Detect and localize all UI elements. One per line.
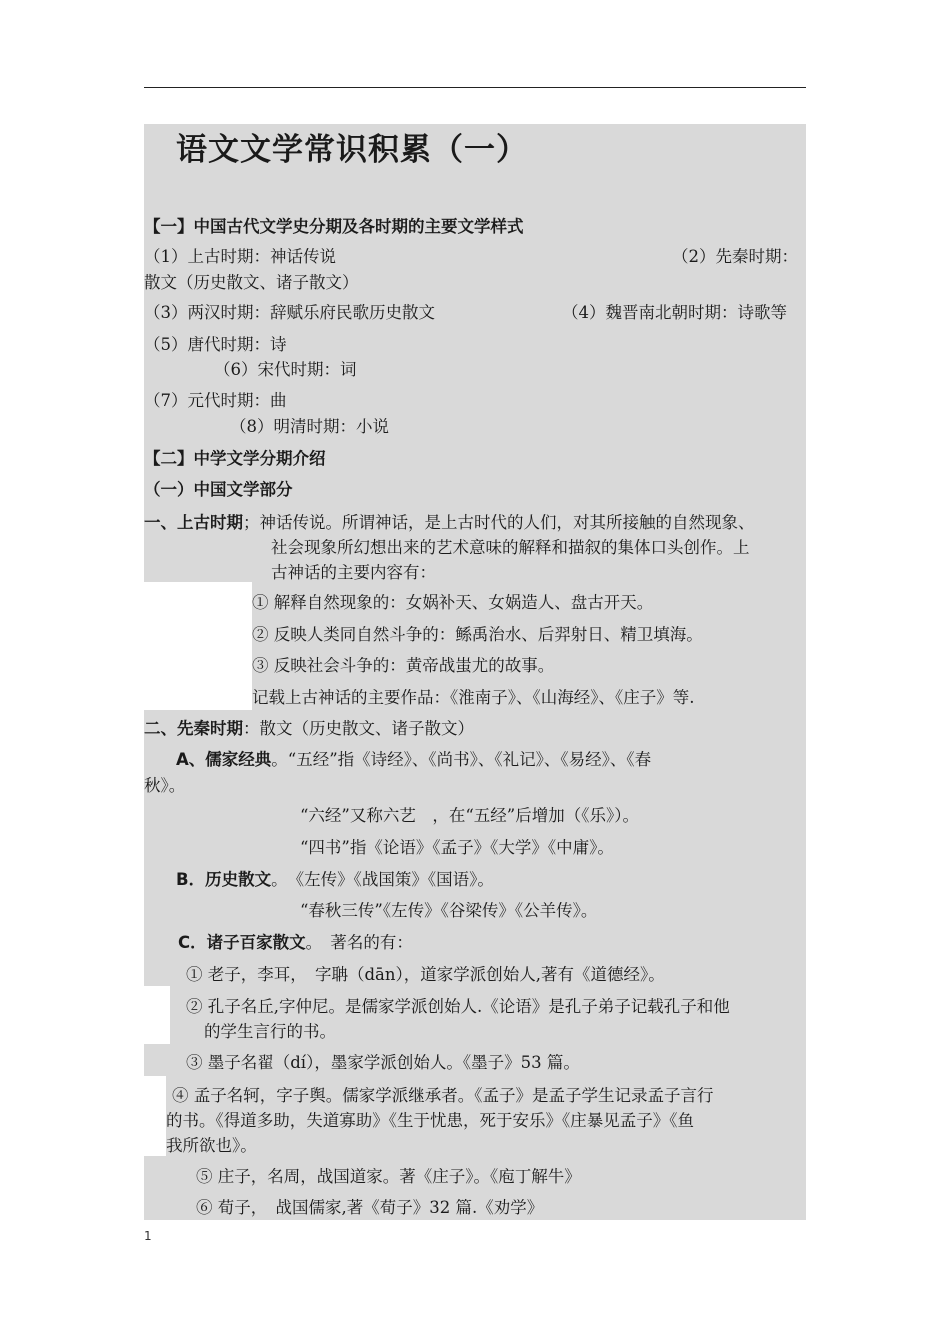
myth-item-3: ③ 反映社会斗争的：黄帝战蚩尤的故事。 (252, 656, 555, 675)
shanggu-line-2: 社会现象所幻想出来的艺术意味的解释和描叙的集体口头创作。上 (271, 538, 750, 557)
kongzi-1: ② 孔子名丘,字仲尼。是儒家学派创始人.《论语》是孔子弟子记载孔子和他 (186, 997, 730, 1016)
mengzi-2: 的书。《得道多助，失道寡助》《生于忧患，死于安乐》《庄暴见孟子》《鱼 (166, 1111, 694, 1130)
shanggu-label: 一、上古时期 (144, 513, 243, 532)
shanggu-line-3: 古神话的主要内容有： (271, 563, 436, 582)
myth-item-1: ① 解释自然现象的：女娲补天、女娲造人、盘古开天。 (252, 593, 654, 612)
period-5: （5）唐代时期：诗 (144, 335, 287, 354)
page-number: 1 (144, 1229, 152, 1243)
xianqin-text: ：散文（历史散文、诸子散文） (243, 719, 474, 738)
confucian-classics (176, 749, 651, 771)
zhuzi-label: C．诸子百家散文 (178, 933, 306, 952)
confucian-text: 。“五经”指《诗经》、《尚书》、《礼记》、《易经》、《春 (271, 750, 652, 769)
history-prose (176, 869, 494, 891)
history-label: B．历史散文 (176, 870, 272, 889)
zhuzi-text: 。 著名的有： (305, 933, 413, 952)
laozi: ① 老子，李耳， 字聃（dān），道家学派创始人,著有《道德经》。 (186, 965, 665, 984)
header-rule (144, 87, 806, 88)
xunzi: ⑥ 荀子， 战国儒家,著《荀子》32 篇.《劝学》 (196, 1198, 544, 1217)
mozi: ③ 墨子名翟（dí），墨家学派创始人。《墨子》53 篇。 (186, 1053, 580, 1072)
zhuangzi: ⑤ 庄子，名周，战国道家。著《庄子》。《庖丁解牛》 (196, 1167, 581, 1186)
period-3: （3）两汉时期：辞赋乐府民歌历史散文 (144, 303, 435, 322)
xianqin-label: 二、先秦时期 (144, 719, 243, 738)
period-2-start: （2）先秦时期： (672, 247, 798, 266)
kongzi-2: 的学生言行的书。 (204, 1022, 336, 1041)
period-1: （1）上古时期：神话传说 (144, 247, 336, 266)
period-7: （7）元代时期：曲 (144, 391, 287, 410)
period-8: （8）明清时期：小说 (230, 417, 389, 436)
confucian-cont: 秋》。 (144, 776, 186, 795)
myth-works: 记载上古神话的主要作品：《淮南子》、《山海经》、《庄子》等. (252, 688, 695, 707)
sishu: “四书”指《论语》《孟子》《大学》《中庸》。 (300, 838, 614, 857)
zhuzi-prose (178, 932, 413, 954)
myth-item-2: ② 反映人类同自然斗争的：鲧禹治水、后羿射日、精卫填海。 (252, 625, 703, 644)
period-4: （4）魏晋南北朝时期：诗歌等 (562, 303, 787, 322)
shanggu-text: ；神话传说。所谓神话，是上古时代的人们，对其所接触的自然现象、 (243, 513, 755, 532)
period-2-end: 散文（历史散文、诸子散文） (144, 273, 359, 292)
page-title: 语文文学常识积累（一） (176, 132, 528, 168)
chunqiu-sanzhuan: “春秋三传”《左传》《谷梁传》《公羊传》。 (300, 901, 598, 920)
liujing: “六经”又称六艺 ，在“五经”后增加（《乐》）。 (300, 806, 639, 825)
history-text: 。 《左传》《战国策》《国语》。 (271, 870, 494, 889)
section2-heading: 【二】中学文学分期介绍 (144, 449, 326, 468)
section1-heading: 【一】中国古代文学史分期及各时期的主要文学样式 (144, 217, 524, 236)
confucian-label: A、儒家经典 (176, 750, 272, 769)
period-6: （6）宋代时期：词 (214, 360, 357, 379)
mengzi-1: ④ 孟子名轲，字子舆。儒家学派继承者。《孟子》是孟子学生记录孟子言行 (172, 1086, 714, 1105)
mengzi-3: 我所欲也》。 (166, 1136, 257, 1155)
section2-sub: （一）中国文学部分 (144, 480, 293, 499)
shanggu-line-1 (144, 512, 755, 534)
xianqin-line (144, 718, 474, 740)
